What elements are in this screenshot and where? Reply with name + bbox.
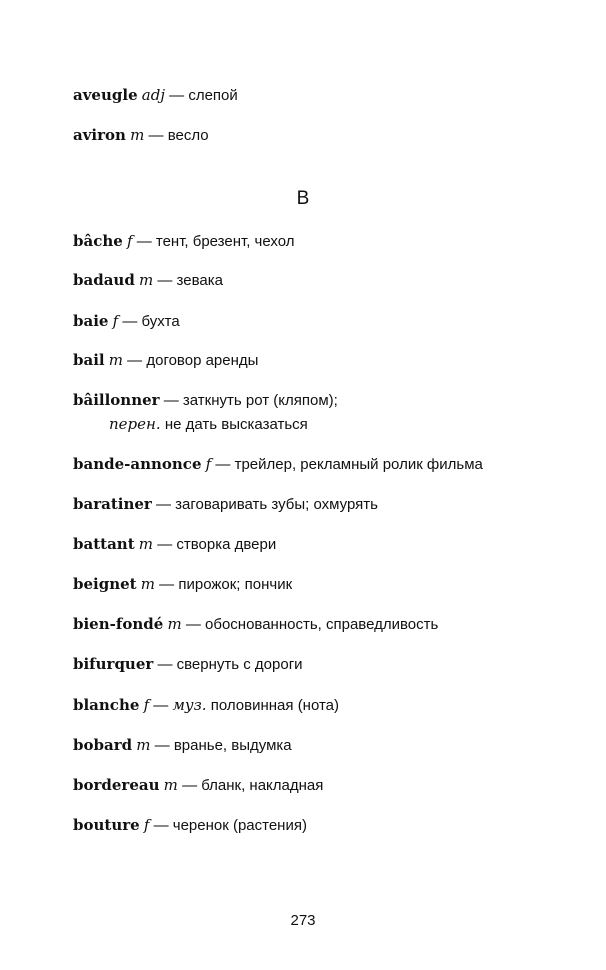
part-of-speech: m	[140, 575, 156, 593]
definition: — обоснованность, справедливость	[181, 616, 439, 633]
entry-bifurquer	[73, 654, 303, 675]
entry-baillonner	[73, 390, 338, 435]
headword: bouture	[73, 816, 140, 834]
usage-note: муз.	[172, 696, 207, 714]
definition: — весло	[144, 127, 209, 144]
part-of-speech: adj	[141, 86, 165, 104]
headword: aviron	[73, 126, 126, 144]
entry-bobard	[73, 735, 292, 756]
definition: — заговаривать зубы; охмурять	[151, 496, 378, 513]
part-of-speech: f	[126, 232, 133, 250]
part-of-speech: m	[167, 615, 182, 633]
entry-battant	[73, 534, 276, 555]
entry-bouture	[73, 815, 307, 836]
entry-badaud	[73, 270, 223, 291]
part-of-speech: f	[143, 816, 150, 834]
definition: — заткнуть рот (кляпом);	[159, 392, 338, 409]
definition: — тент, брезент, чехол	[132, 233, 295, 250]
headword: aveugle	[73, 86, 138, 104]
headword: bâche	[73, 232, 123, 250]
headword: badaud	[73, 271, 135, 289]
headword: beignet	[73, 575, 137, 593]
headword: blanche	[73, 696, 140, 714]
entry-beignet	[73, 574, 292, 595]
headword: bien-fondé	[73, 615, 164, 633]
entry-bande-annonce	[73, 454, 483, 475]
entry-bail	[73, 350, 258, 371]
section-letter: B	[296, 188, 310, 209]
entry-baie	[73, 311, 180, 332]
page-number: 273	[290, 912, 316, 929]
part-of-speech: f	[205, 455, 212, 473]
definition: — договор аренды	[123, 352, 259, 369]
entry-baratiner	[73, 494, 378, 515]
headword: bande-annonce	[73, 455, 202, 473]
headword: bâillonner	[73, 391, 160, 409]
continuation-text: не дать высказаться	[160, 416, 308, 433]
definition: — бухта	[118, 313, 180, 330]
entry-bordereau	[73, 775, 323, 796]
usage-note: перен.	[109, 415, 161, 433]
definition: — слепой	[165, 87, 238, 104]
definition-after-note: половинная (нота)	[206, 697, 340, 714]
part-of-speech: m	[108, 351, 124, 369]
definition: — трейлер, рекламный ролик фильма	[211, 456, 483, 473]
headword: bail	[73, 351, 105, 369]
entry-bien-fonde	[73, 614, 438, 635]
definition: — зевака	[153, 272, 223, 289]
definition: —	[149, 697, 173, 714]
definition: — створка двери	[153, 536, 277, 553]
definition-continuation	[73, 414, 338, 435]
part-of-speech: m	[163, 776, 178, 794]
part-of-speech: m	[138, 535, 154, 553]
definition: — свернуть с дороги	[153, 656, 303, 673]
headword: baratiner	[73, 495, 152, 513]
part-of-speech: m	[136, 736, 151, 754]
entry-blanche	[73, 695, 339, 716]
part-of-speech: m	[138, 271, 154, 289]
headword: bifurquer	[73, 655, 154, 673]
headword: bordereau	[73, 776, 160, 794]
part-of-speech: f	[112, 312, 119, 330]
headword: bobard	[73, 736, 133, 754]
part-of-speech: m	[130, 126, 145, 144]
entry-aviron	[73, 125, 209, 146]
definition: — вранье, выдумка	[150, 737, 292, 754]
headword: battant	[73, 535, 135, 553]
headword: baie	[73, 312, 109, 330]
part-of-speech: f	[143, 696, 150, 714]
definition: — черенок (растения)	[149, 817, 307, 834]
entry-bache	[73, 231, 294, 252]
definition: — пирожок; пончик	[155, 576, 293, 593]
definition: — бланк, накладная	[177, 777, 324, 794]
entry-aveugle	[73, 85, 238, 106]
